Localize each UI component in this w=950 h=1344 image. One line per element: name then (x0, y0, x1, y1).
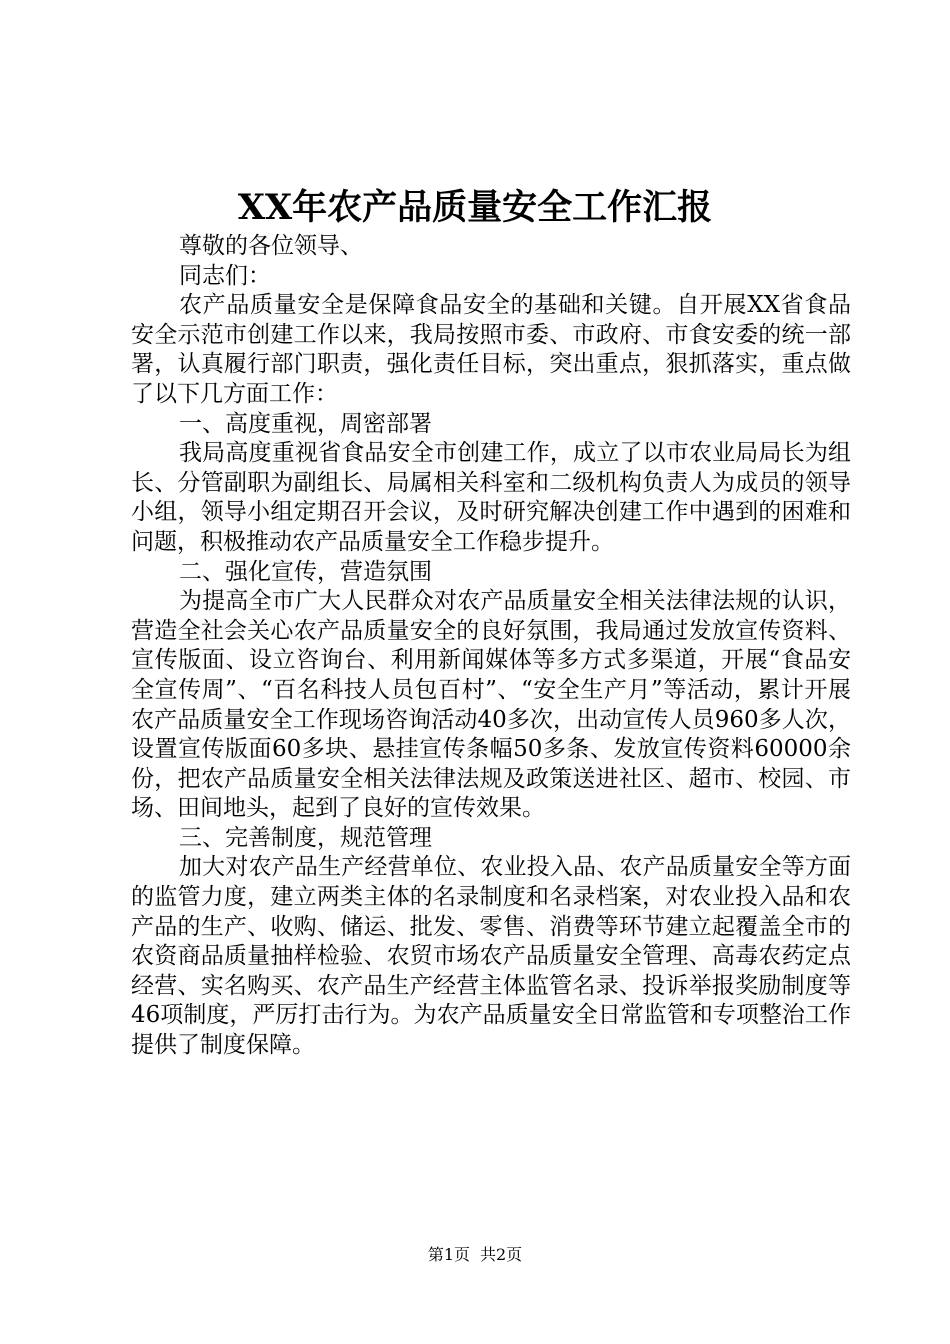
section-paragraph-2: 为提高全市广大人民群众对农产品质量安全相关法律法规的认识，营造全社会关心农产品质量安全的良好氛围，我局通过发放宣传资料、宣传版面、设立咨询台、利用新闻媒体等多方式多渠道，开展“食品安全宣传周”、“百名科技人员包百村”、“安全生产月”等活动，累计开展农产品质量安全工作现场咨询活动40多次，出动宣传人员960多人次，设置宣传版面60多块、悬挂宣传条幅50多条、发放宣传资料60000余份，把农产品质量安全相关法律法规及政策送进社区、超市、校园、市场、田间地头，起到了良好的宣传效果。 (131, 588, 851, 822)
page-total: 共2页 (480, 1245, 523, 1264)
section-heading-1: 一、高度重视，周密部署 (179, 410, 432, 437)
page-footer (0, 1244, 950, 1266)
section-heading-3: 三、完善制度，规范管理 (179, 824, 432, 851)
section-paragraph-1: 我局高度重视省食品安全市创建工作，成立了以市农业局局长为组长、分管副职为副组长、局属相关科室和二级机构负责人为成员的领导小组，领导小组定期召开会议，及时研究解决创建工作中遇到的困难和问题，积极推动农产品质量安全工作稳步提升。 (131, 440, 851, 555)
salutation-line-2: 同志们： (179, 262, 271, 289)
salutation-line-1: 尊敬的各位领导、 (179, 233, 363, 259)
document-body (131, 232, 851, 1061)
section-paragraph-3: 加大对农产品生产经营单位、农业投入品、农产品质量安全等方面的监管力度，建立两类主体的名录制度和名录档案，对农业投入品和农产品的生产、收购、储运、批发、零售、消费等环节建立起覆盖全市的农资商品质量抽样检验、农贸市场农产品质量安全管理、高毒农药定点经营、实名购买、农产品生产经营主体监管名录、投诉举报奖励制度等46项制度，严厉打击行为。为农产品质量安全日常监管和专项整治工作提供了制度保障。 (131, 854, 851, 1059)
section-heading-2: 二、强化宣传，营造氛围 (179, 558, 432, 585)
page-number: 第1页 (427, 1245, 470, 1264)
document-title: XX年农产品质量安全工作汇报 (237, 187, 713, 228)
intro-paragraph: 农产品质量安全是保障食品安全的基础和关键。自开展XX省食品安全示范市创建工作以来，我局按照市委、市政府、市食安委的统一部署，认真履行部门职责，强化责任目标，突出重点，狠抓落实，重点做了以下几方面工作： (131, 292, 851, 407)
